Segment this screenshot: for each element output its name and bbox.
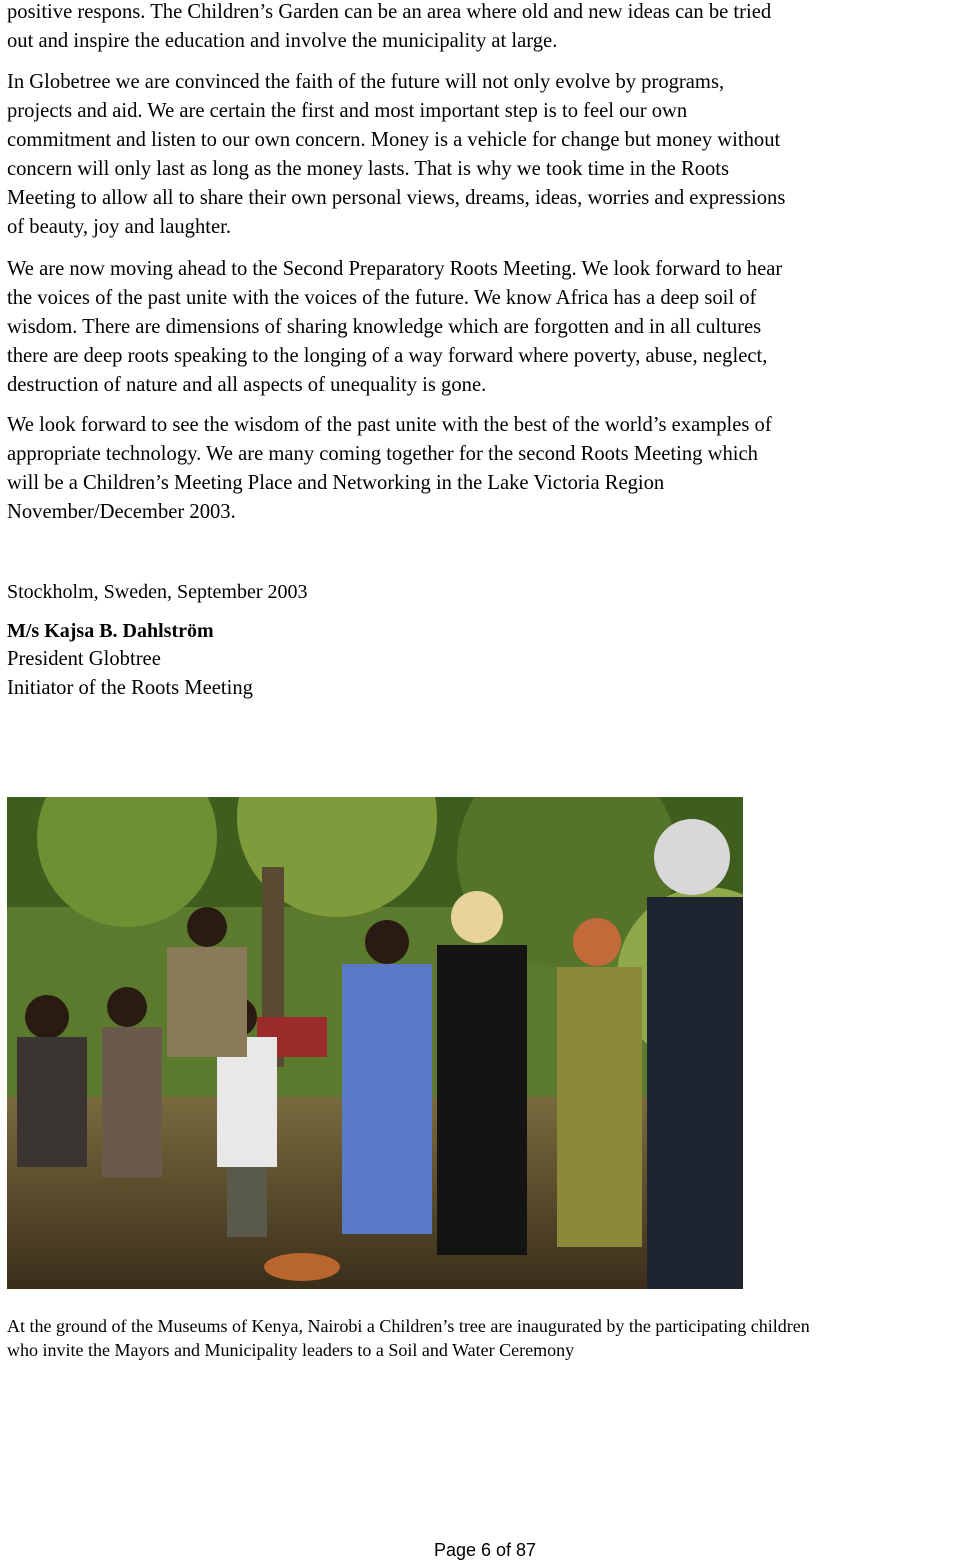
ceremony-photo [7, 797, 743, 1289]
person-figure [365, 920, 409, 964]
person-figure [167, 947, 247, 1057]
paragraph-1: positive respons. The Children’s Garden can be an area where old and new ideas can be tried out and inspire the education and involve the municipality at large. [7, 1, 772, 52]
child-figure [102, 1027, 162, 1177]
person-figure [647, 897, 743, 1289]
signer-name: M/s Kajsa B. Dahlström [7, 620, 214, 642]
photo-caption: At the ground of the Museums of Kenya, Nairobi a Children’s tree are inaugurated by the participating children who invite the Mayors and Municipality leaders to a Soil and Water Ceremony [7, 1316, 810, 1360]
page-number: Page 6 of 87 [433, 1540, 537, 1560]
signer-role: Initiator of the Roots Meeting [7, 677, 253, 699]
person-figure [342, 964, 432, 1234]
person-figure [573, 918, 621, 966]
person-figure [451, 891, 503, 943]
ceremony-photo-illustration [7, 797, 743, 1289]
person-figure [187, 907, 227, 947]
paragraph-2: In Globetree we are convinced the faith of the future will not only evolve by programs, projects and aid. We are certain the first and most important step is to feel our own commitment and listen to our own concern. Money is a vehicle for change but money without concern will only last as long as the money lasts. That is why we took time in the Roots Meeting to allow all to share their own personal views, dreams, ideas, worries and expressions of beauty, joy and laughter. [7, 71, 786, 238]
child-figure [17, 1037, 87, 1167]
signer-title: President Globtree [7, 648, 161, 670]
person-figure [654, 819, 730, 895]
person-figure [557, 967, 642, 1247]
person-figure [437, 945, 527, 1255]
paragraph-4: We look forward to see the wisdom of the past unite with the best of the world’s examples of appropriate technology. We are many coming together for the second Roots Meeting which will be a Children’s Meeting Place and Networking in the Lake Victoria Region November/December 2003. [7, 414, 772, 523]
child-figure [107, 987, 147, 1027]
child-figure [25, 995, 69, 1039]
paragraph-3: We are now moving ahead to the Second Preparatory Roots Meeting. We look forward to hear the voices of the past unite with the voices of the future. We know Africa has a deep soil of wisdom. There are dimensions of sharing knowledge which are forgotten and in all cultures there are deep roots speaking to the longing of a way forward where poverty, abuse, neglect, destruction of nature and all aspects of unequality is gone. [7, 258, 783, 396]
bowl [264, 1253, 340, 1281]
child-figure [227, 1167, 267, 1237]
place-date: Stockholm, Sweden, September 2003 [7, 581, 308, 603]
